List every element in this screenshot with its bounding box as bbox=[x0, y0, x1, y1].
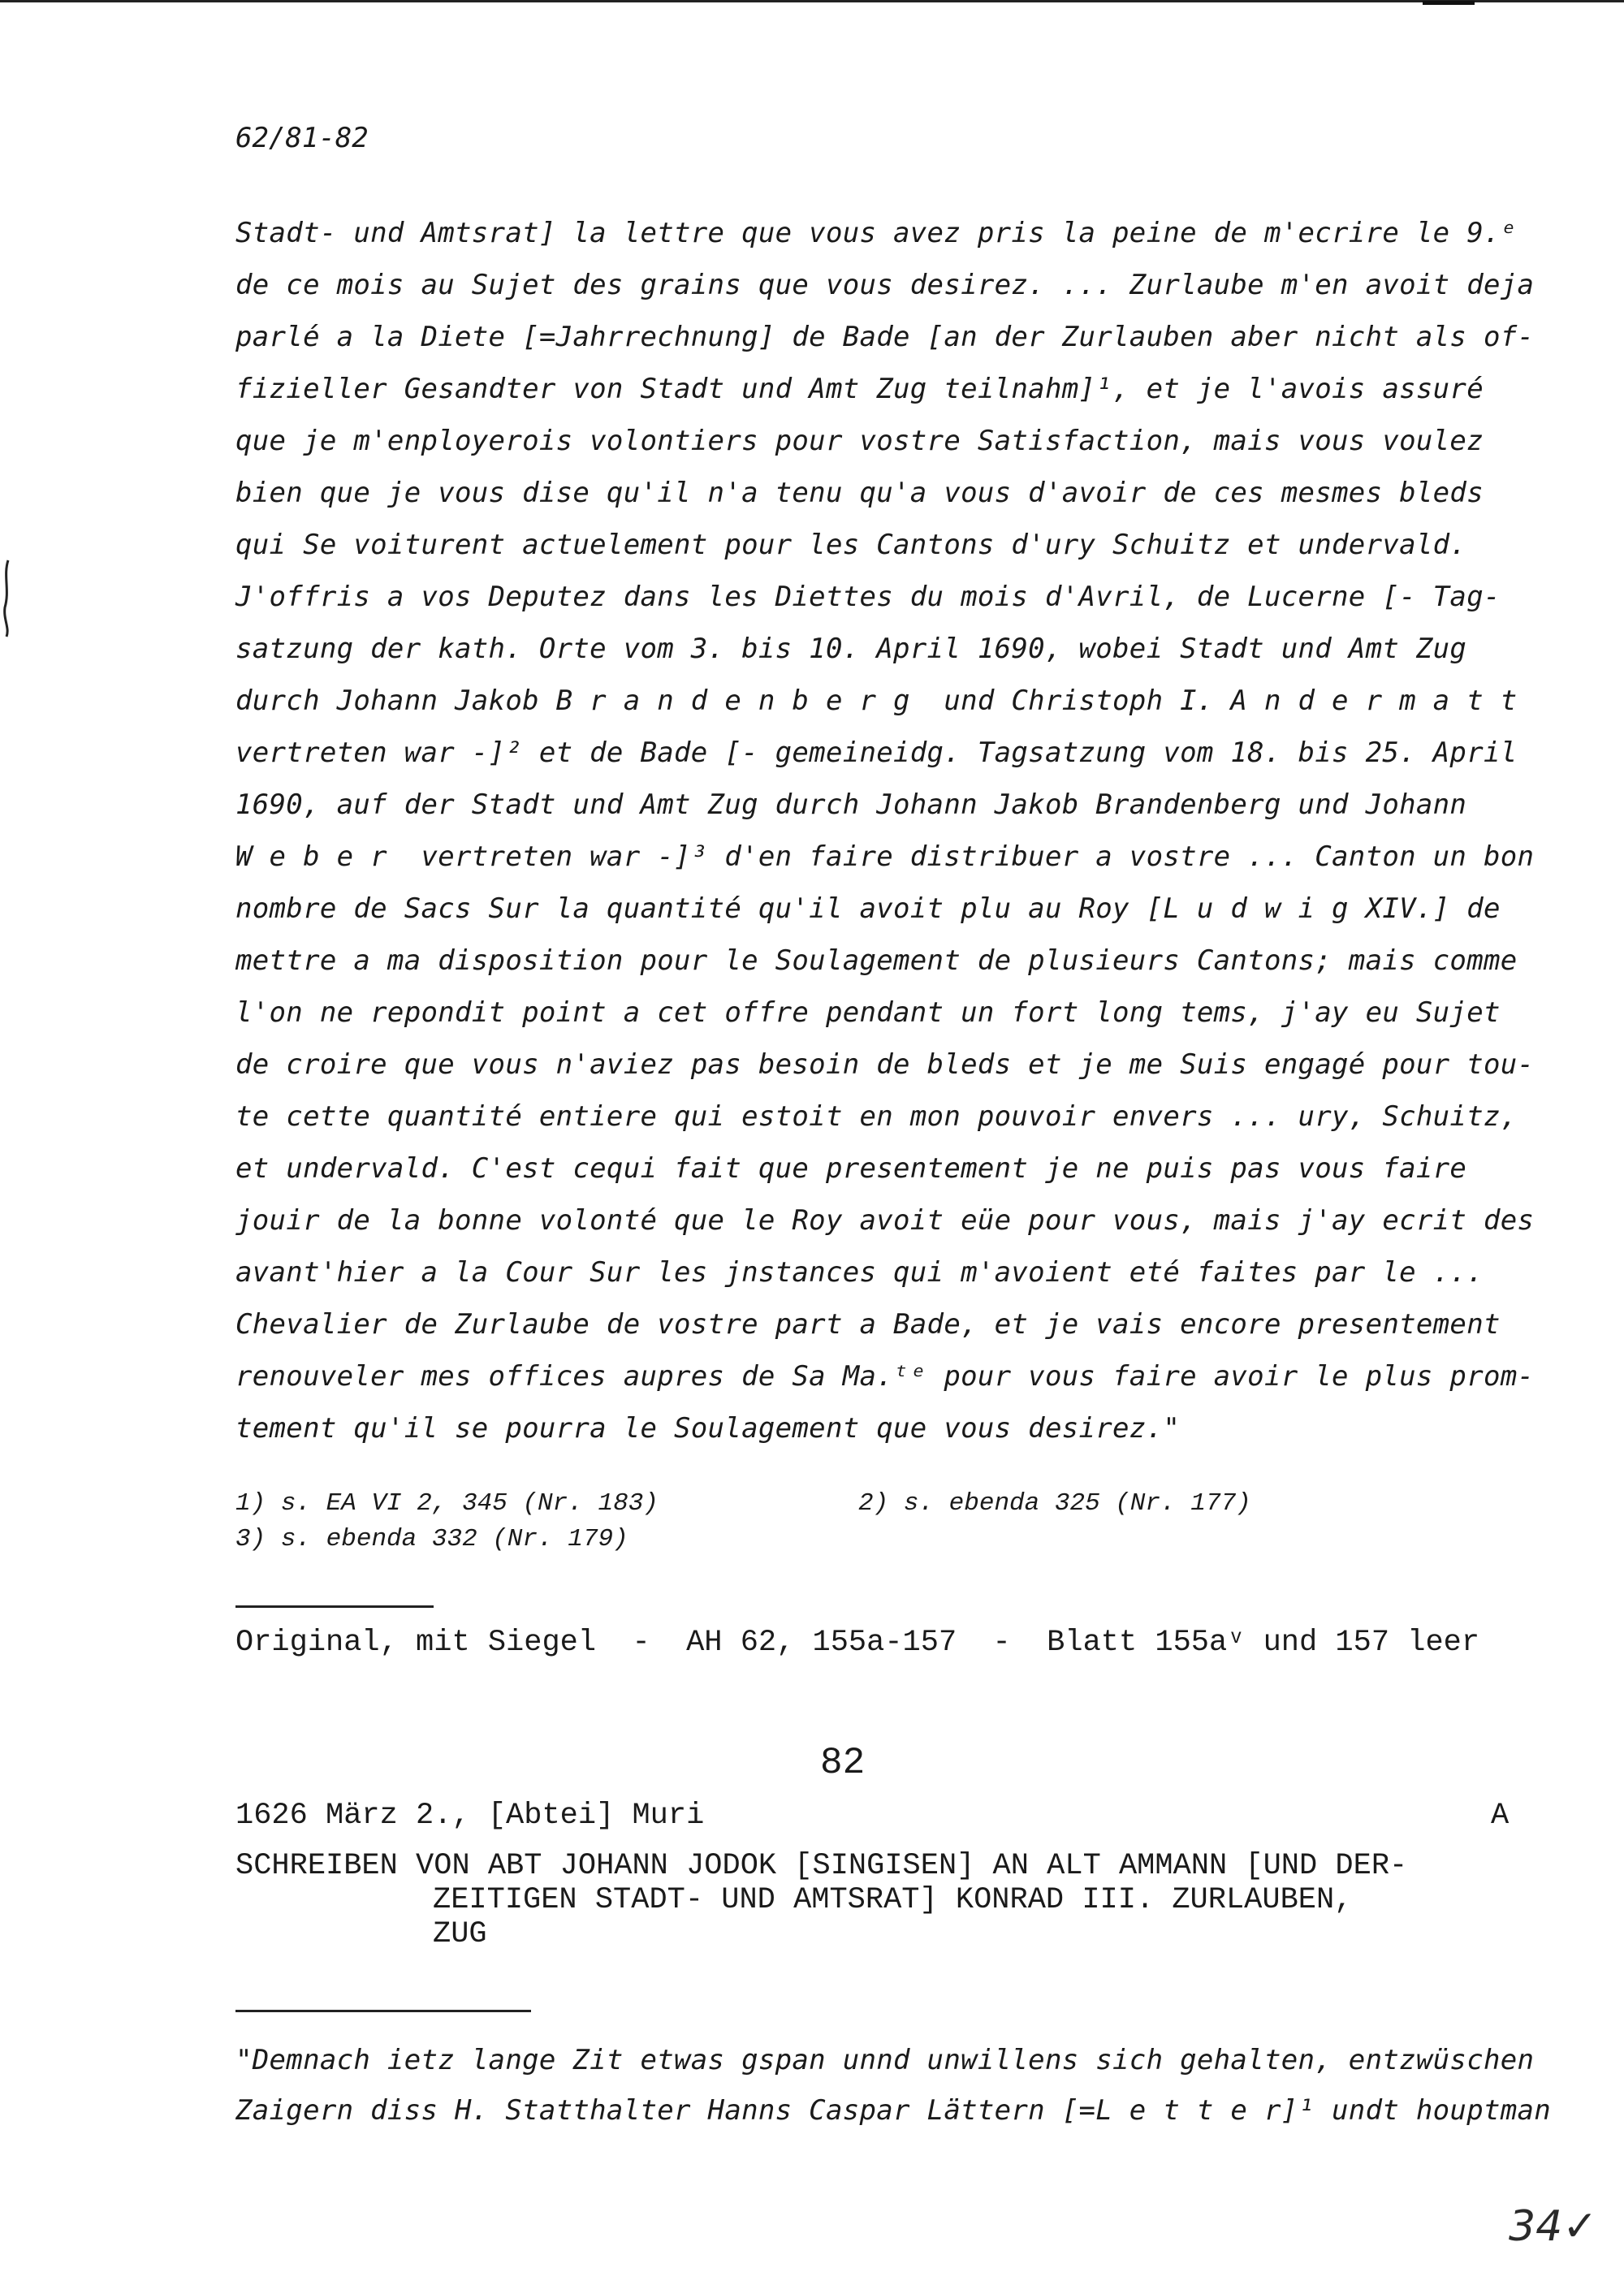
footnote-marker: 1) bbox=[235, 1489, 266, 1518]
entry-number: 82 bbox=[820, 1742, 866, 1784]
footnote-3 bbox=[235, 1527, 628, 1552]
footnote-1 bbox=[235, 1491, 659, 1516]
separator-rule bbox=[235, 2010, 531, 2012]
body-line: qui Se voiturent actuelement pour les Cantons d'ury Schuitz et undervald. bbox=[235, 529, 1467, 561]
footnote-text: s. ebenda 332 (Nr. 179) bbox=[280, 1525, 628, 1553]
body-line: renouveler mes offices aupres de Sa Ma.ᵗᵉ pour vous faire avoir le plus prom- bbox=[235, 1360, 1535, 1393]
entry-title-line: ZEITIGEN STADT- UND AMTSRAT] KONRAD III. ZURLAUBEN, bbox=[433, 1883, 1353, 1917]
entry-marker: A bbox=[1491, 1799, 1510, 1833]
page-stamp: 34✓ bbox=[1509, 2202, 1598, 2251]
body-line: tement qu'il se pourra le Soulagement que vous desirez." bbox=[235, 1412, 1181, 1445]
footnote-2 bbox=[858, 1491, 1251, 1516]
body-line: W e b e r vertreten war -]³ d'en faire distribuer a vostre ... Canton un bon bbox=[235, 840, 1535, 873]
body-line: satzung der kath. Orte vom 3. bis 10. April 1690, wobei Stadt und Amt Zug bbox=[235, 633, 1467, 665]
body-line: vertreten war -]² et de Bade [- gemeineidg. Tagsatzung vom 18. bis 25. April bbox=[235, 737, 1518, 769]
entry-title-line: ZUG bbox=[433, 1917, 487, 1951]
body-line: te cette quantité entiere qui estoit en mon pouvoir envers ... ury, Schuitz, bbox=[235, 1100, 1518, 1133]
quote-line: "Demnach ietz lange Zit etwas gspan unnd unwillens sich gehalten, entzwüschen bbox=[235, 2044, 1535, 2076]
body-line: et undervald. C'est cequi fait que presentement je ne puis pas vous faire bbox=[235, 1152, 1467, 1185]
top-edge-mark bbox=[1423, 1, 1475, 5]
footnote-text: s. ebenda 325 (Nr. 177) bbox=[903, 1489, 1251, 1518]
entry-title-line: SCHREIBEN VON ABT JOHANN JODOK [SINGISEN] AN ALT AMMANN [UND DER- bbox=[235, 1849, 1408, 1883]
body-line: que je m'enployerois volontiers pour vostre Satisfaction, mais vous voulez bbox=[235, 425, 1484, 457]
body-line: 1690, auf der Stadt und Amt Zug durch Johann Jakob Brandenberg und Johann bbox=[235, 788, 1467, 821]
document-reference: 62/81-82 bbox=[235, 122, 369, 154]
body-line: fizieller Gesandter von Stadt und Amt Zug teilnahm]¹, et je l'avois assuré bbox=[235, 373, 1484, 405]
body-line: Stadt- und Amtsrat] la lettre que vous avez pris la peine de m'ecrire le 9.ᵉ bbox=[235, 217, 1518, 249]
body-line: l'on ne repondit point a cet offre pendant un fort long tems, j'ay eu Sujet bbox=[235, 996, 1501, 1029]
body-line: bien que je vous dise qu'il n'a tenu qu'a vous d'avoir de ces mesmes bleds bbox=[235, 477, 1484, 509]
body-line: parlé a la Diete [=Jahrrechnung] de Bade [an der Zurlauben aber nicht als of- bbox=[235, 321, 1535, 353]
body-line: J'offris a vos Deputez dans les Diettes du mois d'Avril, de Lucerne [- Tag- bbox=[235, 581, 1501, 613]
body-line: Chevalier de Zurlaube de vostre part a Bade, et je vais encore presentement bbox=[235, 1308, 1501, 1341]
body-line: jouir de la bonne volonté que le Roy avoit eüe pour vous, mais j'ay ecrit des bbox=[235, 1204, 1535, 1237]
footnote-marker: 2) bbox=[858, 1489, 889, 1518]
top-edge-line bbox=[0, 0, 1624, 2]
separator-rule bbox=[235, 1605, 434, 1608]
footnote-text: s. EA VI 2, 345 (Nr. 183) bbox=[280, 1489, 659, 1518]
body-line: mettre a ma disposition pour le Soulagement de plusieurs Cantons; mais comme bbox=[235, 944, 1518, 977]
quote-line: Zaigern diss H. Statthalter Hanns Caspar Lättern [=L e t t e r]¹ undt houptman bbox=[235, 2094, 1552, 2127]
body-line: avant'hier a la Cour Sur les jnstances qui m'avoient eté faites par le ... bbox=[235, 1256, 1484, 1289]
margin-bracket-mark bbox=[2, 559, 11, 638]
body-line: nombre de Sacs Sur la quantité qu'il avoit plu au Roy [L u d w i g XIV.] de bbox=[235, 892, 1501, 925]
body-line: durch Johann Jakob B r a n d e n b e r g und Christoph I. A n d e r m a t t bbox=[235, 685, 1518, 717]
source-note: Original, mit Siegel - AH 62, 155a-157 - Blatt 155aᵛ und 157 leer bbox=[235, 1626, 1480, 1660]
footnote-marker: 3) bbox=[235, 1525, 266, 1553]
body-line: de croire que vous n'aviez pas besoin de bleds et je me Suis engagé pour tou- bbox=[235, 1048, 1535, 1081]
entry-date-place: 1626 März 2., [Abtei] Muri bbox=[235, 1799, 705, 1833]
body-line: de ce mois au Sujet des grains que vous desirez. ... Zurlaube m'en avoit deja bbox=[235, 269, 1535, 301]
